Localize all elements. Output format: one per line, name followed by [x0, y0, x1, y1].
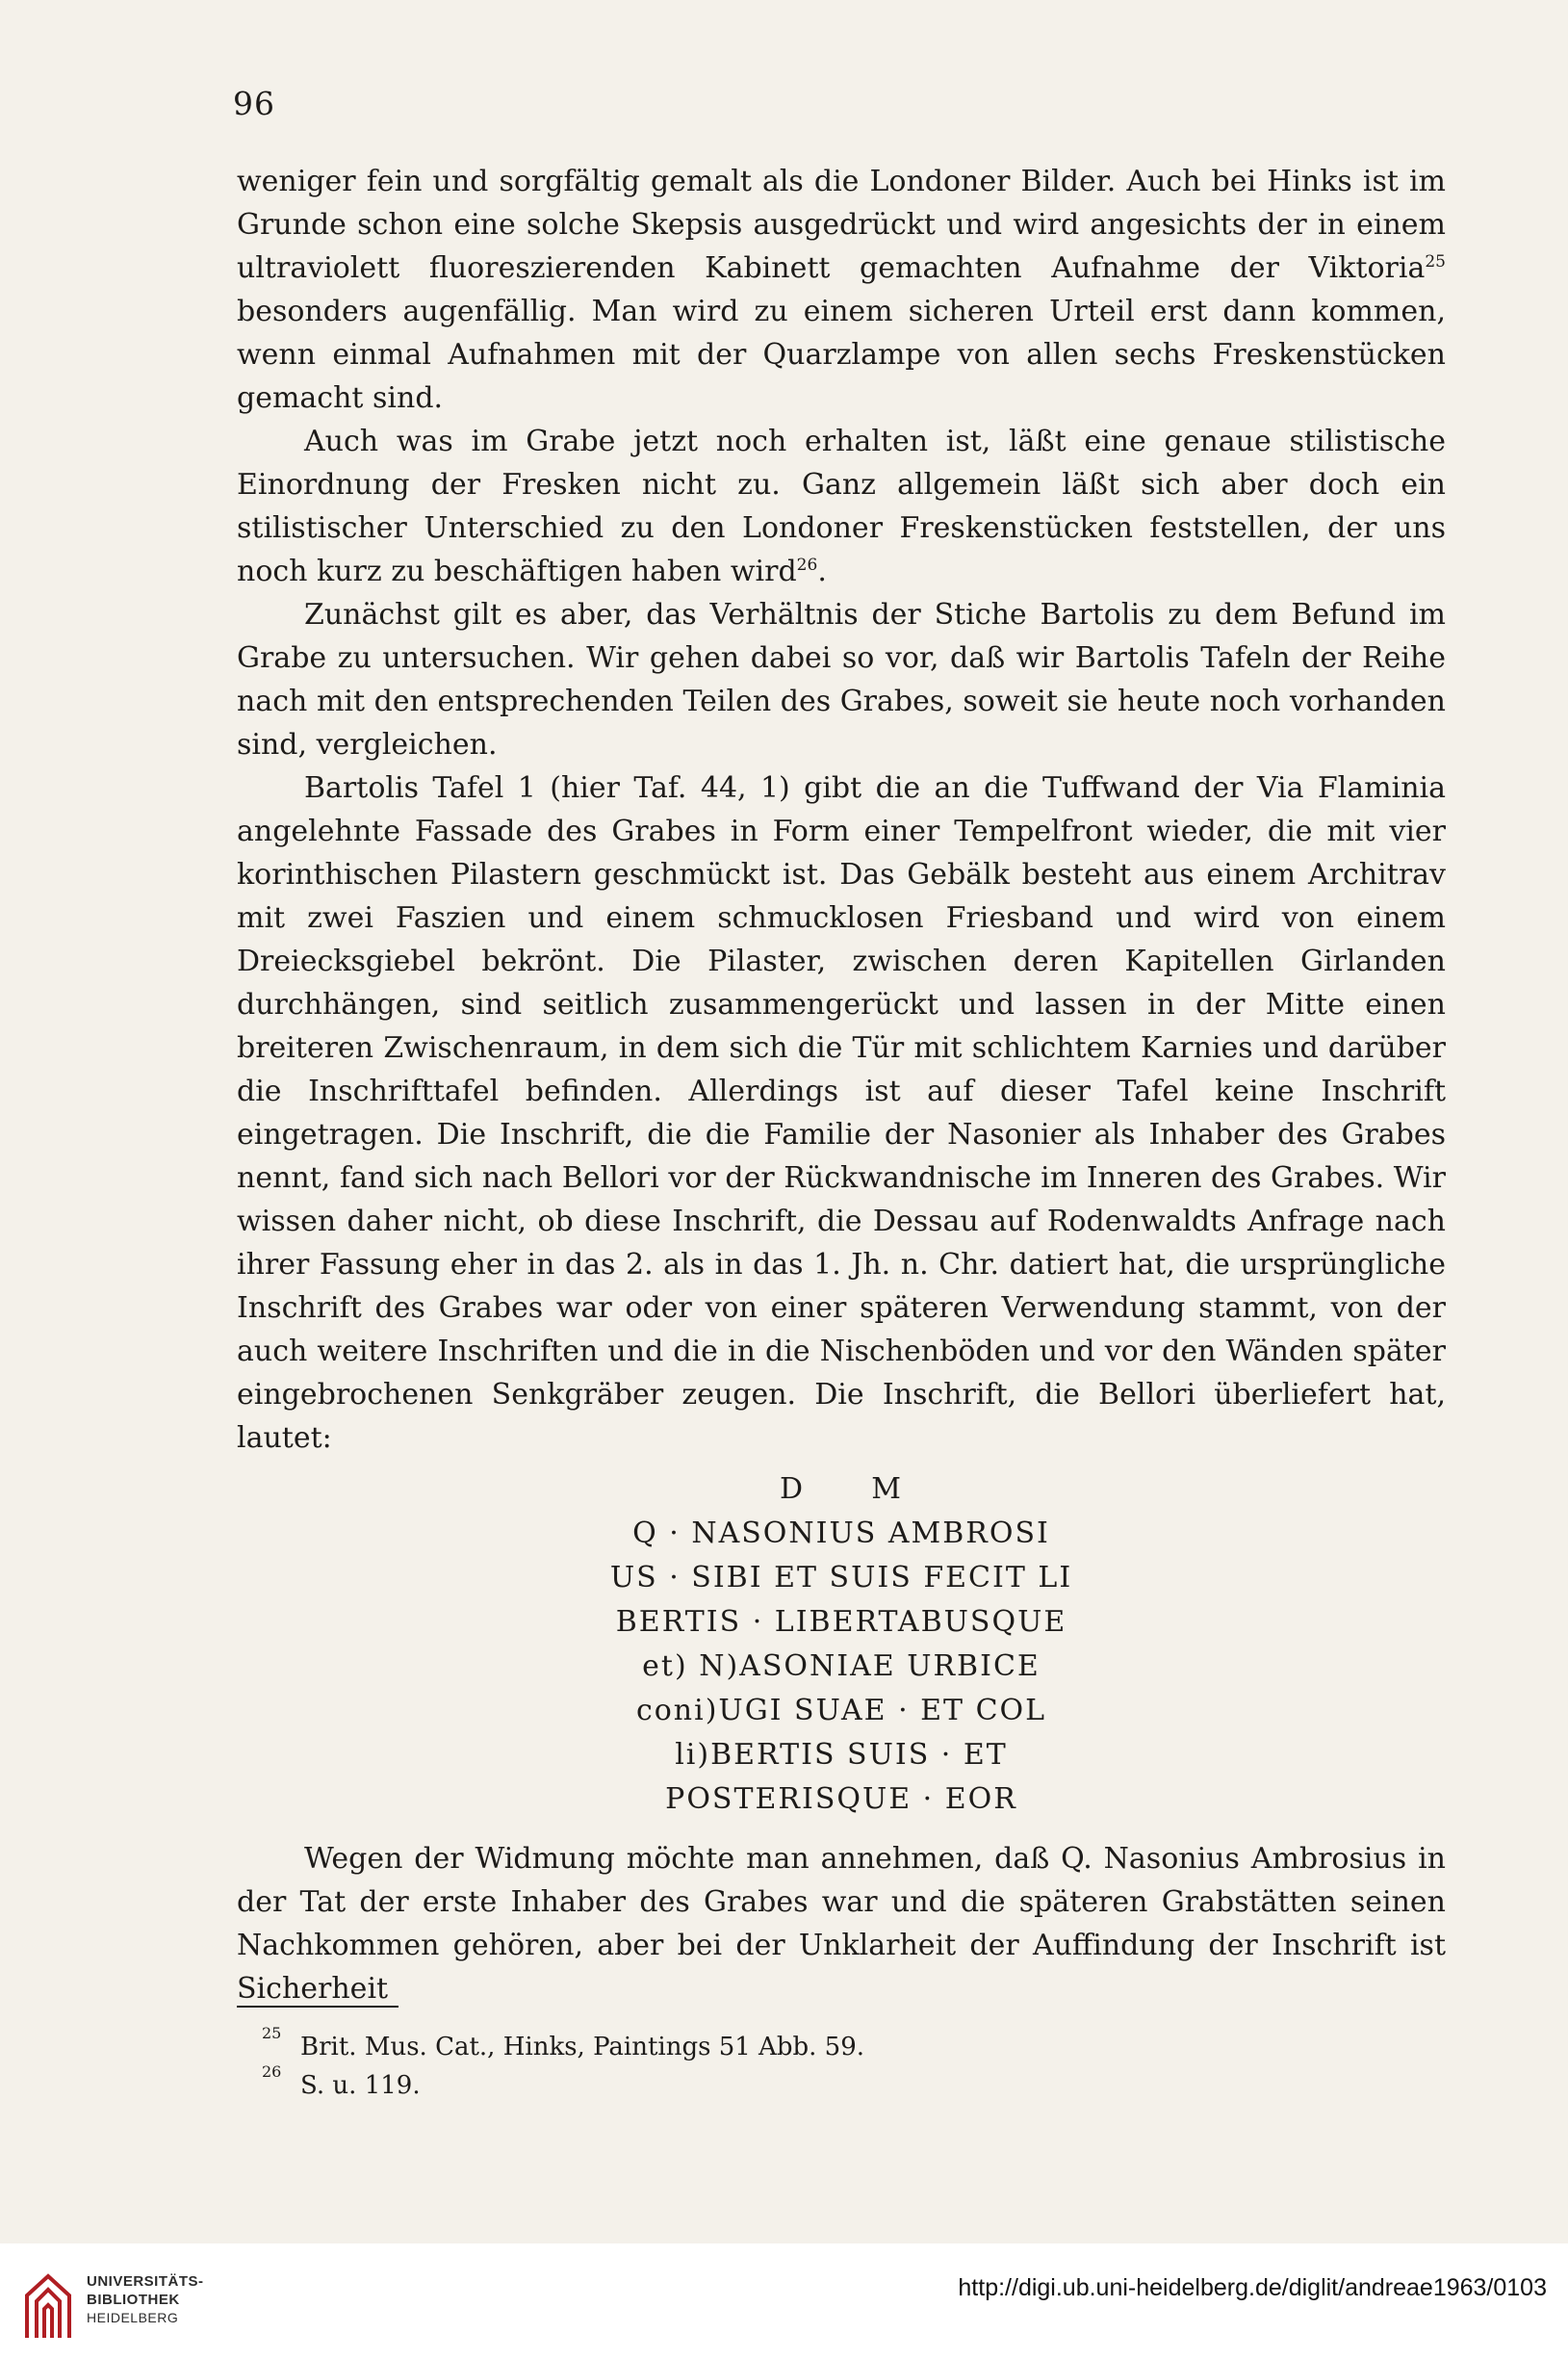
footnote-separator	[237, 2006, 398, 2008]
paragraph-5: Wegen der Widmung möchte man annehmen, daß Q. Nasonius Ambrosius in der Tat der erste Inhaber des Grabes war und die späteren Grabstätten seinen Nachkommen gehören, aber bei der Unklarheit der Auffindung der Inschrift ist Sicherheit	[237, 1842, 1446, 2006]
inscription-line: Q · NASONIUS AMBROSI	[632, 1516, 1050, 1550]
inscription-line: li)BERTIS SUIS · ET	[675, 1738, 1008, 1772]
inscription-line: POSTERISQUE · EOR	[665, 1782, 1017, 1816]
footnote-ref-26[interactable]: 26	[796, 556, 818, 575]
footnote-26: 26 S. u. 119.	[262, 2062, 421, 2100]
inscription-line: D M	[780, 1472, 903, 1506]
paragraph-3: Zunächst gilt es aber, das Verhältnis der Stiche Bartolis zu dem Befund im Grabe zu untersuchen. Wir gehen dabei so vor, daß wir Bartolis Tafeln der Reihe nach mit den entsprechenden Teilen des Grabes, soweit sie heute noch vorhanden sind, vergleichen.	[237, 598, 1446, 762]
library-name: UNIVERSITÄTS- BIBLIOTHEK HEIDELBERG	[87, 2273, 204, 2325]
inscription-line: BERTIS · LIBERTABUSQUE	[615, 1605, 1067, 1639]
page-number: 96	[233, 85, 275, 122]
footnote-25: 25 Brit. Mus. Cat., Hinks, Paintings 51 Abb. 59.	[262, 2024, 865, 2061]
inscription-line: coni)UGI SUAE · ET COL	[635, 1694, 1047, 1727]
source-url-link[interactable]: http://digi.ub.uni-heidelberg.de/diglit/andreae1963/0103	[958, 2274, 1547, 2301]
footnotes	[262, 2024, 1359, 2105]
paragraph-1: weniger fein und sorgfältig gemalt als die Londoner Bilder. Auch bei Hinks ist im Grunde schon eine solche Skepsis ausgedrückt und wird angesichts der in einem ultraviolett fluoreszierenden Kabinett gemachten Aufnahme der Viktoria$^{25}$ besonders augenfällig. Man wird zu einem sicheren Urteil erst dann kommen, wenn einmal Aufnahmen mit der Quarzlampe von allen sechs Freskenstücken gemacht sind.	[237, 165, 1446, 415]
footnote-ref-25[interactable]: 25	[1425, 252, 1446, 272]
inscription-line: US · SIBI ET SUIS FECIT LI	[609, 1561, 1073, 1594]
inscription-line: et) N)ASONIAE URBICE	[642, 1649, 1041, 1683]
paragraph-2: Auch was im Grabe jetzt noch erhalten ist, läßt eine genaue stilistische Einordnung der Fresken nicht zu. Ganz allgemein läßt sich aber doch ein stilistischer Unterschied zu den Londoner Freskenstücken feststellen, der uns noch kurz zu beschäftigen haben wird$^{26}$.	[237, 425, 1446, 588]
body-text	[237, 160, 1446, 2010]
inscription	[237, 1467, 1446, 1822]
library-logo-icon[interactable]	[19, 2267, 79, 2344]
paragraph-4: Bartolis Tafel 1 (hier Taf. 44, 1) gibt die an die Tuffwand der Via Flaminia angelehnte Fassade des Grabes in Form einer Tempelfront wieder, die mit vier korinthischen Pilastern geschmückt ist. Das Gebälk besteht aus einem Architrav mit zwei Faszien und einem schmucklosen Friesband und wird von einem Dreiecksgiebel bekrönt. Die Pilaster, zwischen deren Kapitellen Girlanden durchhängen, sind seitlich zusammengerückt und lassen in der Mitte einen breiteren Zwischenraum, in dem sich die Tür mit schlichtem Karnies und darüber die Inschrifttafel befinden. Allerdings ist auf dieser Tafel keine Inschrift eingetragen. Die Inschrift, die die Familie der Nasonier als Inhaber des Grabes nennt, fand sich nach Bellori vor der Rückwandnische im Inneren des Grabes. Wir wissen daher nicht, ob diese Inschrift, die Dessau auf Rodenwaldts Anfrage nach ihrer Fassung eher in das 2. als in das 1. Jh. n. Chr. datiert hat, die ursprüngliche Inschrift des Grabes war oder von einer späteren Verwendung stammt, von der auch weitere Inschriften und die in die Nischenböden und vor den Wänden später eingebrochenen Senkgräber zeugen. Die Inschrift, die Bellori überliefert hat, lautet:	[237, 771, 1446, 1455]
